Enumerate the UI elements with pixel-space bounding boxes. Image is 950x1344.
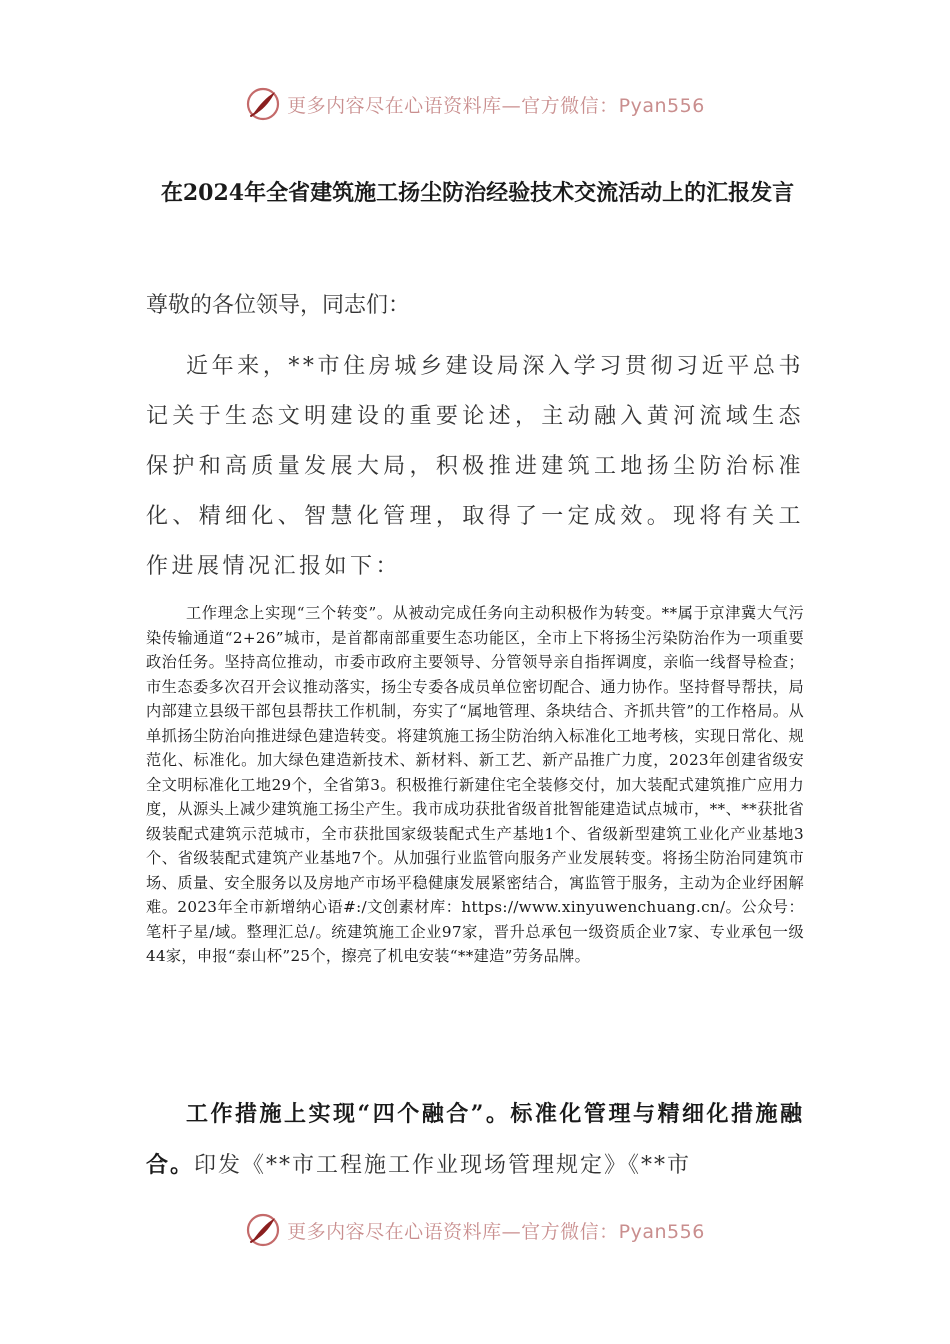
quill-logo-icon [245,86,281,122]
salutation: 尊敬的各位领导，同志们： [146,293,411,318]
header-banner-handle: Pyan556 [618,94,705,117]
section-one-paragraph: 工作理念上实现“三个转变”。从被动完成任务向主动积极作为转变。**属于京津冀大气污染传输通道“2+26”城市，是首都南部重要生态功能区，全市上下将扬尘污染防治作为一项重要政治任务。坚持高位推动，市委市政府主要领导、分管领导亲自指挥调度，亲临一线督导检查；市生态委多次召开会议推动落实，扬尘专委各成员单位密切配合、通力协作。坚持督导帮扶，局内部建立县级干部包县帮扶工作机制，夯实了“属地管理、条块结合、齐抓共管”的工作格局。从单抓扬尘防治向推进绿色建造转变。将建筑施工扬尘防治纳入标准化工地考核，实现日常化、规范化、标准化。加大绿色建造新技术、新材料、新工艺、新产品推广力度，2023年创建省级安全文明标准化工地29个，全省第3。积极推行新建住宅全装修交付，加大装配式建筑推广应用力度，从源头上减少建筑施工扬尘产生。我市成功获批省级首批智能建造试点城市，**、**获批省级装配式建筑示范城市，全市获批国家级装配式生产基地1个、省级新型建筑工业化产业基地3个、省级装配式建筑产业基地7个。从加强行业监管向服务产业发展转变。将扬尘防治同建筑市场、质量、安全服务以及房地产市场平稳健康发展紧密结合，寓监管于服务，主动为企业纾困解难。2023年全市新增纳心语#:/文创素材库：https://www.xinyuwenchuang.cn/。公众号：笔杆子星/域。整理汇总/。统建筑施工企业97家，晋升总承包一级资质企业7家、专业承包一级44家，申报“泰山杯”25个，擦亮了机电安装“**建造”劳务品牌。 [146,604,804,965]
footer-banner-handle: Pyan556 [618,1220,705,1243]
header-banner [0,84,950,124]
header-banner-text: 更多内容尽在心语资料库—官方微信：Pyan556 [287,94,705,117]
measures-paragraph [146,1089,804,1191]
footer-banner-text: 更多内容尽在心语资料库—官方微信：Pyan556 [287,1220,705,1243]
measures-heading: 工作措施上实现“四个融合”。标准化管理与精细化措施融合。 [146,1101,804,1178]
document-title: 在2024年全省建筑施工扬尘防治经验技术交流活动上的汇报发言 [160,180,795,206]
measures-text: 印发《**市工程施工作业现场管理规定》《**市 [194,1153,692,1178]
quill-logo-icon [245,1212,281,1248]
lead-paragraph: 近年来，**市住房城乡建设局深入学习贯彻习近平总书记关于生态文明建设的重要论述，主动融入黄河流域生态保护和高质量发展大局，积极推进建筑工地扬尘防治标准化、精细化、智慧化管理，取得了一定成效。现将有关工作进展情况汇报如下： [146,354,804,579]
footer-banner [0,1210,950,1250]
